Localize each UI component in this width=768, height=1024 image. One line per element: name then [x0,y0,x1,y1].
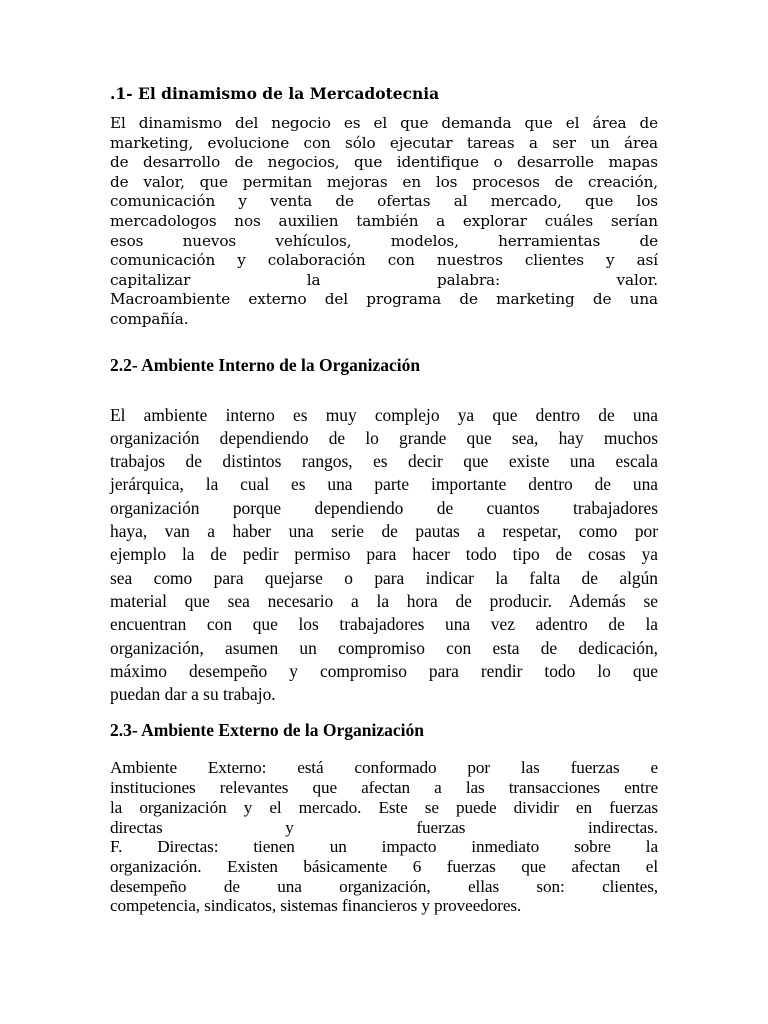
paragraph-line: comunicación y colaboración con nuestros clientes y así [110,251,658,270]
paragraph-line: organización, asumen un compromiso con esta de dedicación, [110,637,658,658]
paragraph-line: encuentran con que los trabajadores una vez adentro de la [110,614,658,635]
section-1-paragraph [110,114,658,330]
paragraph-line: esos nuevos vehículos, modelos, herramientas de [110,231,658,250]
paragraph-line: desempeño de una organización, ellas son: clientes, [110,876,658,896]
paragraph-line: de desarrollo de negocios, que identifique o desarrolle mapas [110,153,658,172]
paragraph-line: puedan dar a su trabajo. [110,684,276,705]
paragraph-line: ejemplo la de pedir permiso para hacer todo tipo de cosas ya [110,544,658,565]
document-page [110,84,658,916]
paragraph-line: organización. Existen básicamente 6 fuerzas que afectan el [110,856,658,876]
paragraph-line: Ambiente Externo: está conformado por las fuerzas e [110,758,658,778]
paragraph-line: organización dependiendo de lo grande que sea, hay muchos [110,427,658,448]
paragraph-line: mercadologos nos auxilien también a explorar cuáles serían [110,211,658,230]
paragraph-line: El dinamismo del negocio es el que demanda que el área de [110,114,658,132]
paragraph-line: F. Directas: tienen un impacto inmediato sobre la [110,837,658,857]
paragraph-line: máximo desempeño y compromiso para rendir todo lo que [110,660,658,681]
paragraph-line: sea como para quejarse o para indicar la falta de algún [110,567,658,588]
paragraph-line: haya, van a haber una serie de pautas a respetar, como por [110,521,658,542]
paragraph-line: compañía. [110,309,189,328]
paragraph-line: trabajos de distintos rangos, es decir que existe una escala [110,451,658,472]
paragraph-line: capitalizar la palabra: valor. [110,270,658,289]
paragraph-line: organización porque dependiendo de cuantos trabajadores [110,497,658,518]
paragraph-line: instituciones relevantes que afectan a las transacciones entre [110,778,658,798]
section-1-title: .1- El dinamismo de la Mercadotecnia [110,84,440,103]
paragraph-line: jerárquica, la cual es una parte importante dentro de una [110,474,658,495]
paragraph-line: marketing, evolucione con sólo ejecutar tareas a ser un área [110,133,658,152]
paragraph-line: comunicación y venta de ofertas al mercado, que los [110,192,658,211]
section-3-title: 2.3- Ambiente Externo de la Organización [110,720,425,741]
paragraph-line: Macroambiente externo del programa de marketing de una [110,290,658,309]
section-3-paragraph [110,758,658,916]
paragraph-line: directas y fuerzas indirectas. [110,817,658,837]
paragraph-line: de valor, que permitan mejoras en los procesos de creación, [110,172,658,191]
paragraph-line: competencia, sindicatos, sistemas financieros y proveedores. [110,896,522,916]
paragraph-line: material que sea necesario a la hora de producir. Además se [110,590,658,611]
section-2-paragraph [110,404,658,707]
paragraph-line: El ambiente interno es muy complejo ya que dentro de una [110,404,658,425]
section-2-title: 2.2- Ambiente Interno de la Organización [110,354,421,375]
paragraph-line: la organización y el mercado. Este se puede dividir en fuerzas [110,797,658,817]
